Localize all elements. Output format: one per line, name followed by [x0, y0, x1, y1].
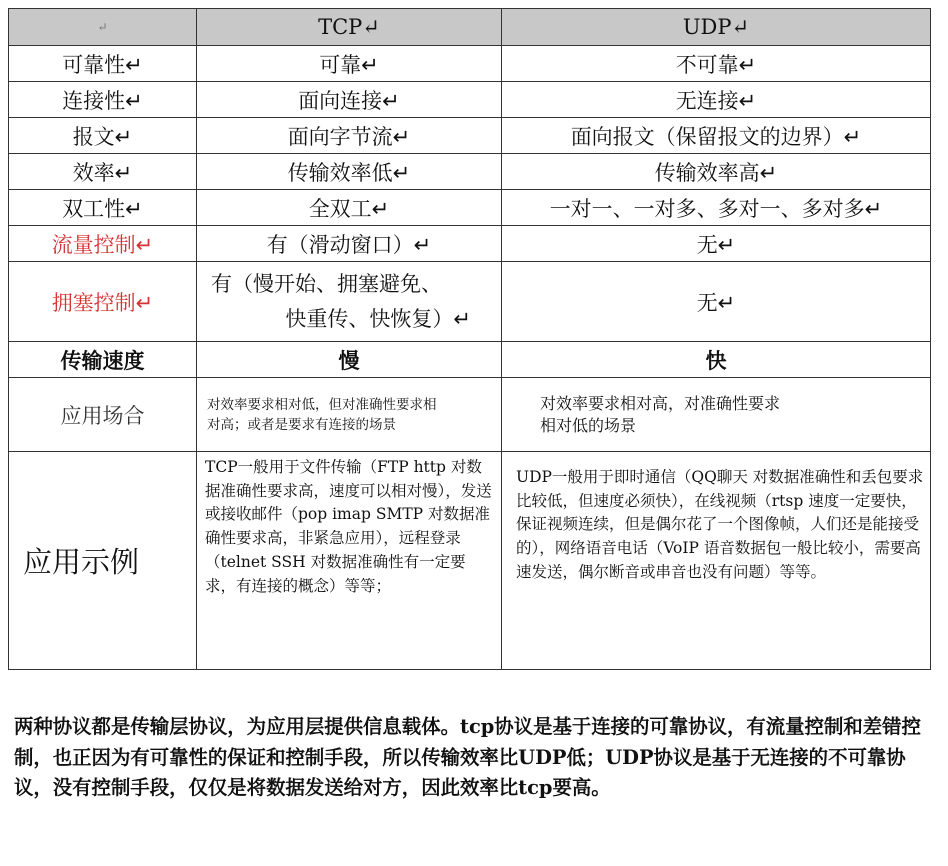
tcp-value-line-2: 快重传、快恢复）↵ — [285, 306, 471, 331]
udp-value: 不可靠↵ — [502, 46, 931, 82]
row-label-congestion-control: 拥塞控制↵ — [9, 262, 197, 342]
udp-value: 面向报文（保留报文的边界）↵ — [502, 118, 931, 154]
tcp-value: 面向连接↵ — [197, 82, 502, 118]
table-row — [9, 226, 931, 262]
table-row — [9, 190, 931, 226]
udp-value — [502, 378, 931, 452]
tcp-value — [197, 262, 502, 342]
header-blank-cell: ↵ — [9, 9, 197, 46]
summary-paragraph: 两种协议都是传输层协议，为应用层提供信息载体。tcp协议是基于连接的可靠协议，有流量控制和差错控制，也正因为有可靠性的保证和控制手段，所以传输效率比UDP低；UDP协议是基于无连接的不可靠协议，没有控制手段，仅仅是将数据发送给对方，因此效率比tcp要高。 — [14, 715, 921, 799]
tcp-value-line-1: 有（慢开始、拥塞避免、 — [211, 271, 442, 296]
udp-value: 快 — [502, 342, 931, 378]
table-row — [9, 262, 931, 342]
udp-scenario-line-2: 相对低的场景 — [540, 415, 637, 435]
tcp-value — [197, 378, 502, 452]
row-label-message: 报文↵ — [9, 118, 197, 154]
row-label-efficiency: 效率↵ — [9, 154, 197, 190]
row-label-speed: 传输速度 — [9, 342, 197, 378]
tcp-scenario-line-1: 对效率要求相对低，但对准确性要求相 — [207, 396, 437, 413]
udp-value: 无连接↵ — [502, 82, 931, 118]
tcp-value — [197, 452, 502, 670]
udp-value — [502, 452, 931, 670]
tcp-value: 有（滑动窗口）↵ — [197, 226, 502, 262]
row-label-duplex: 双工性↵ — [9, 190, 197, 226]
tcp-value: 全双工↵ — [197, 190, 502, 226]
table-row — [9, 342, 931, 378]
tcp-scenario-line-2: 对高；或者是要求有连接的场景 — [207, 416, 396, 433]
tcp-value: 传输效率低↵ — [197, 154, 502, 190]
udp-value: 一对一、一对多、多对一、多对多↵ — [502, 190, 931, 226]
udp-scenario-line-1: 对效率要求相对高，对准确性要求 — [540, 393, 781, 413]
tcp-value: 面向字节流↵ — [197, 118, 502, 154]
udp-value: 无↵ — [502, 226, 931, 262]
tcp-udp-comparison-table — [8, 8, 931, 670]
udp-value: 传输效率高↵ — [502, 154, 931, 190]
header-row — [9, 9, 931, 46]
tcp-value: 可靠↵ — [197, 46, 502, 82]
table-row — [9, 82, 931, 118]
tcp-example-text: TCP一般用于文件传输（FTP http 对数据准确性要求高，速度可以相对慢），发送或接收邮件（pop imap SMTP 对数据准确性要求高，非紧急应用），远程登录（telnet SSH 对数据准确性有一定要求，有连接的概念）等等； — [205, 458, 492, 595]
example-label-text: 应用示例 — [23, 545, 140, 579]
header-tcp: TCP↵ — [197, 9, 502, 46]
row-label-example — [9, 452, 197, 670]
table-row — [9, 378, 931, 452]
row-label-scenario: 应用场合 — [9, 378, 197, 452]
row-label-connectivity: 连接性↵ — [9, 82, 197, 118]
udp-value: 无↵ — [502, 262, 931, 342]
header-udp: UDP↵ — [502, 9, 931, 46]
table-row — [9, 452, 931, 670]
tcp-value: 慢 — [197, 342, 502, 378]
row-label-flow-control: 流量控制↵ — [9, 226, 197, 262]
table-row — [9, 118, 931, 154]
row-label-reliability: 可靠性↵ — [9, 46, 197, 82]
table-row — [9, 154, 931, 190]
udp-example-text: UDP一般用于即时通信（QQ聊天 对数据准确性和丢包要求比较低，但速度必须快），在线视频（rtsp 速度一定要快，保证视频连续，但是偶尔花了一个图像帧，人们还是能接受的），网络语音电话（VoIP 语音数据包一般比较小，需要高速发送，偶尔断音或串音也没有问题）等等。 — [516, 468, 924, 581]
table-row — [9, 46, 931, 82]
